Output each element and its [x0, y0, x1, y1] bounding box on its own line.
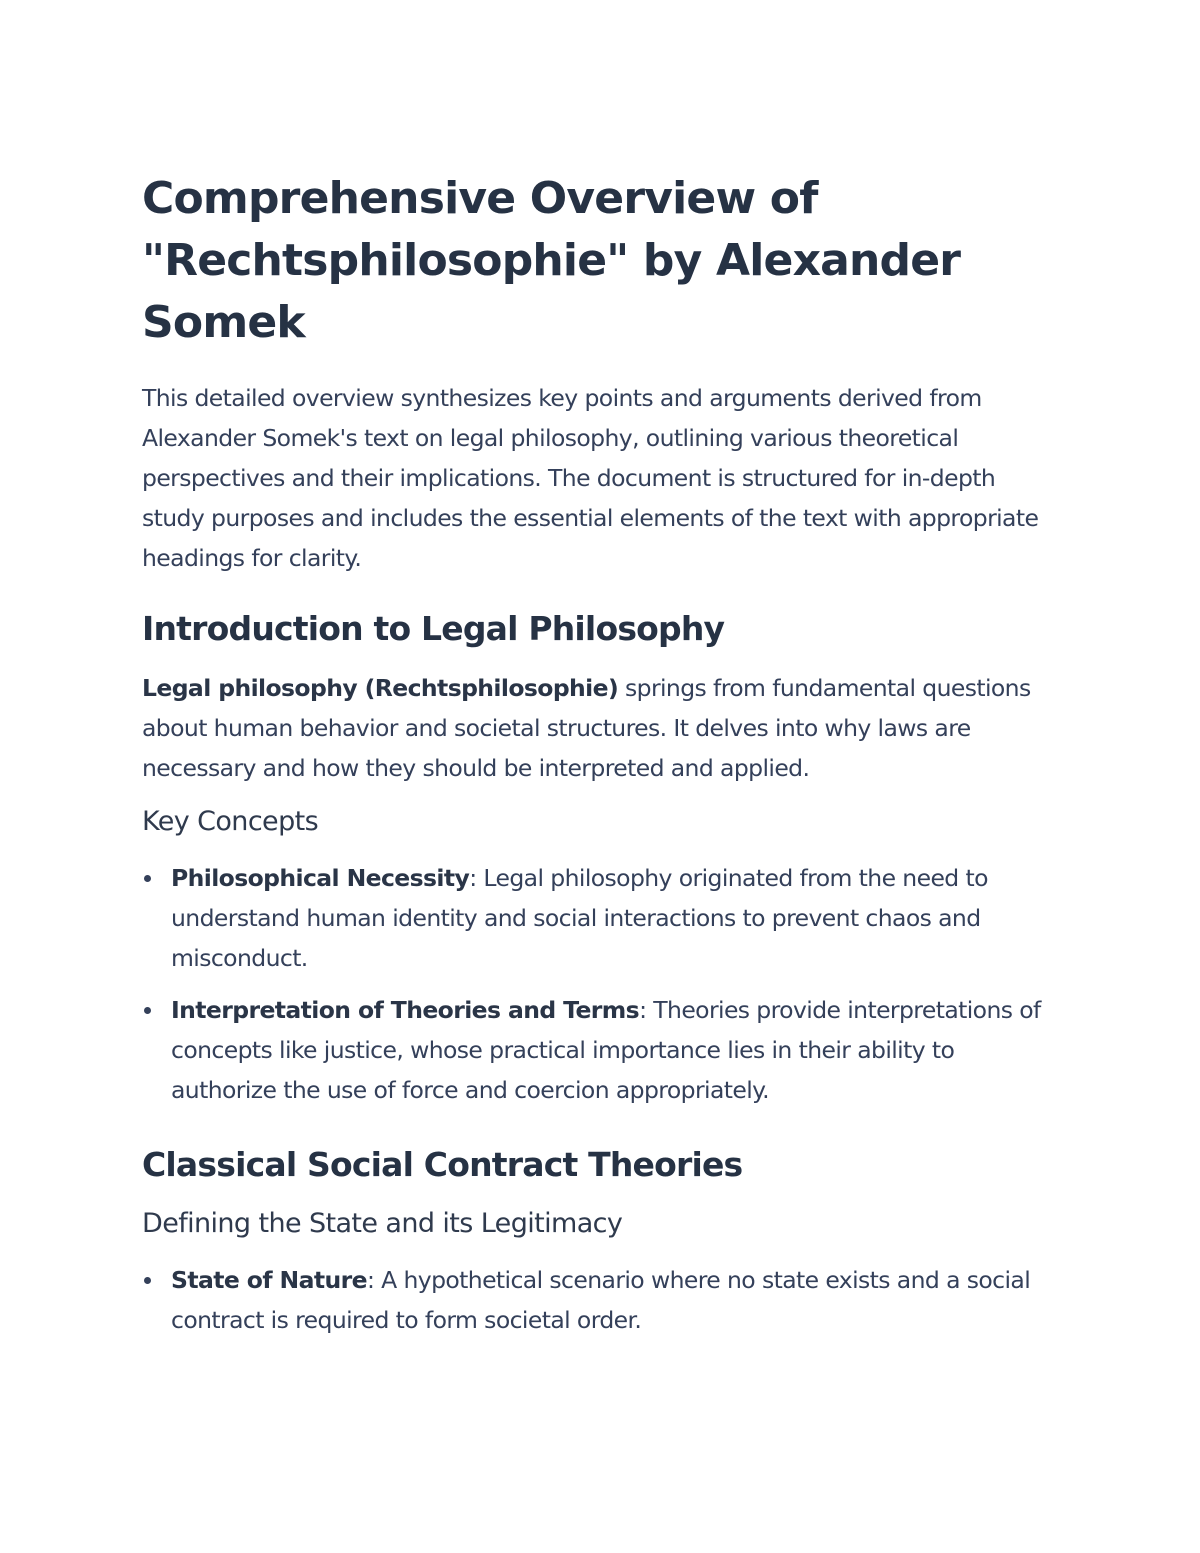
subheading-state-legitimacy: Defining the State and its Legitimacy — [142, 1208, 623, 1239]
document-title: Comprehensive Overview of "Rechtsphilosophie" by Alexander Somek — [142, 173, 961, 348]
list-item-text: : Legal philosophy originated from the need to understand human identity and social interactions to prevent chaos and misconduct. — [171, 864, 988, 972]
paragraph-text: springs from fundamental questions about human behavior and societal structures. It delves into why laws are necessary and how they should be interpreted and applied. — [142, 674, 1031, 782]
bullet-icon — [144, 1007, 151, 1014]
bullet-icon — [144, 1277, 151, 1284]
bold-term: Legal philosophy (Rechtsphilosophie) — [142, 674, 619, 702]
list-item-text: : A hypothetical scenario where no state exists and a social contract is required to form societal order. — [171, 1266, 1031, 1334]
state-legitimacy-list — [142, 1260, 1062, 1340]
list-item — [142, 858, 1062, 978]
intro-paragraph: This detailed overview synthesizes key points and arguments derived from Alexander Somek's text on legal philosophy, outlining various theoretical perspectives and their implications. The document is structured for in-depth study purposes and includes the essential elements of the text with appropriate headings for clarity. — [142, 384, 1039, 572]
section-heading-social-contract: Classical Social Contract Theories — [142, 1145, 743, 1184]
list-item — [142, 990, 1062, 1110]
list-item — [142, 1260, 1062, 1340]
document-page — [142, 168, 1062, 1352]
subheading-key-concepts: Key Concepts — [142, 806, 319, 837]
list-item-term: Interpretation of Theories and Terms — [171, 996, 640, 1024]
list-item-text: : Theories provide interpretations of concepts like justice, whose practical importance lies in their ability to authorize the use of force and coercion appropriately. — [171, 996, 1041, 1104]
section-paragraph — [142, 668, 1062, 788]
list-item-term: State of Nature — [171, 1266, 367, 1294]
key-concepts-list — [142, 858, 1062, 1110]
list-item-term: Philosophical Necessity — [171, 864, 470, 892]
section-heading-introduction: Introduction to Legal Philosophy — [142, 609, 725, 648]
bullet-icon — [144, 875, 151, 882]
